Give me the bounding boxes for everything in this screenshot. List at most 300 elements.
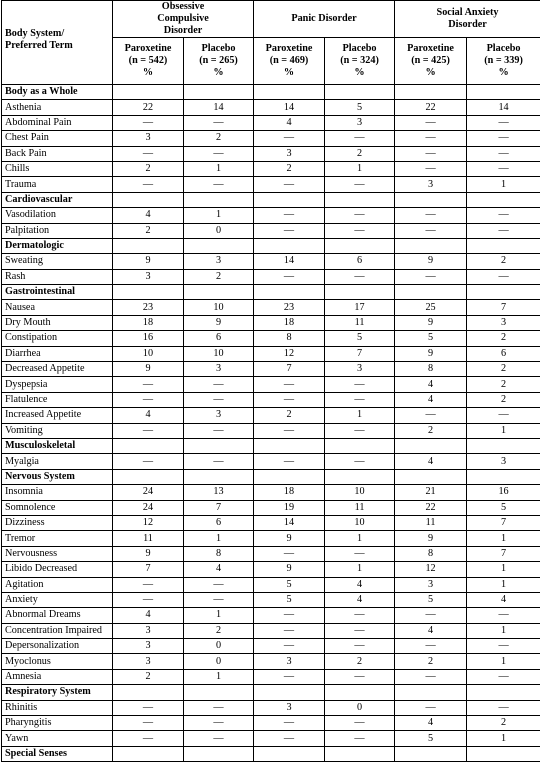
value-cell: — [467,700,540,715]
table-row [2,700,540,715]
value-cell: 14 [467,100,540,115]
value-cell: — [254,223,325,238]
value-cell: 16 [467,485,540,500]
empty-cell [113,438,184,453]
empty-cell [467,469,540,484]
value-cell: 12 [395,562,467,577]
preferred-term: Vasodilation [2,208,113,223]
value-cell: 3 [184,254,254,269]
value-cell: 7 [113,562,184,577]
value-cell: — [325,377,395,392]
value-cell: — [467,408,540,423]
preferred-term: Rhinitis [2,700,113,715]
value-cell: 2 [395,654,467,669]
value-cell: — [113,177,184,192]
table-row [2,608,540,623]
empty-cell [254,469,325,484]
value-cell: — [184,577,254,592]
empty-cell [113,192,184,207]
preferred-term: Chest Pain [2,131,113,146]
value-cell: 2 [113,223,184,238]
value-cell: 0 [184,654,254,669]
value-cell: 11 [395,515,467,530]
value-cell: 18 [254,315,325,330]
value-cell: 9 [395,346,467,361]
value-cell: 3 [113,269,184,284]
value-cell: 3 [254,654,325,669]
value-cell: — [325,392,395,407]
preferred-term: Diarrhea [2,346,113,361]
value-cell: 3 [113,131,184,146]
value-cell: 10 [325,485,395,500]
preferred-term: Rash [2,269,113,284]
value-cell: 21 [395,485,467,500]
value-cell: — [395,669,467,684]
value-cell: — [254,608,325,623]
table-row [2,115,540,130]
value-cell: — [254,269,325,284]
value-cell: 1 [325,562,395,577]
empty-cell [184,438,254,453]
value-cell: — [254,377,325,392]
value-cell: 1 [184,208,254,223]
value-cell: — [395,115,467,130]
value-cell: 2 [395,423,467,438]
empty-cell [467,285,540,300]
value-cell: 1 [325,408,395,423]
empty-cell [184,85,254,100]
value-cell: 3 [254,146,325,161]
value-cell: 3 [395,177,467,192]
value-cell: 1 [467,623,540,638]
value-cell: 23 [254,300,325,315]
preferred-term: Abdominal Pain [2,115,113,130]
value-cell: 4 [113,408,184,423]
value-cell: — [113,700,184,715]
value-cell: 5 [395,731,467,746]
value-cell: 4 [395,716,467,731]
preferred-term: Trauma [2,177,113,192]
empty-cell [325,192,395,207]
preferred-term: Asthenia [2,100,113,115]
empty-cell [325,685,395,700]
group-header-social-anxiety: Social Anxiety Disorder [395,1,540,38]
value-cell: — [467,161,540,176]
value-cell: — [184,700,254,715]
value-cell: 10 [184,300,254,315]
empty-cell [325,238,395,253]
value-cell: — [467,208,540,223]
value-cell: — [113,577,184,592]
value-cell: 8 [254,331,325,346]
empty-cell [254,238,325,253]
value-cell: 9 [395,531,467,546]
empty-cell [467,85,540,100]
value-cell: — [184,146,254,161]
empty-cell [395,469,467,484]
value-cell: 3 [467,315,540,330]
section-label: Respiratory System [2,685,113,700]
value-cell: 19 [254,500,325,515]
preferred-term: Anxiety [2,592,113,607]
empty-cell [254,192,325,207]
value-cell: 1 [184,161,254,176]
empty-cell [325,85,395,100]
preferred-term: Nervousness [2,546,113,561]
value-cell: — [254,546,325,561]
section-row [2,285,540,300]
empty-cell [254,685,325,700]
value-cell: 2 [113,669,184,684]
value-cell: 3 [325,115,395,130]
value-cell: — [113,392,184,407]
value-cell: 5 [325,331,395,346]
value-cell: 14 [254,515,325,530]
empty-cell [113,238,184,253]
value-cell: — [395,408,467,423]
value-cell: — [325,623,395,638]
value-cell: 3 [395,577,467,592]
value-cell: 2 [467,362,540,377]
value-cell: 17 [325,300,395,315]
preferred-term: Abnormal Dreams [2,608,113,623]
preferred-term: Sweating [2,254,113,269]
value-cell: 9 [113,254,184,269]
preferred-term: Chills [2,161,113,176]
empty-cell [254,285,325,300]
value-cell: 3 [184,362,254,377]
value-cell: — [254,208,325,223]
value-cell: 5 [395,592,467,607]
value-cell: — [254,177,325,192]
value-cell: 9 [395,315,467,330]
value-cell: 4 [395,454,467,469]
value-cell: — [395,700,467,715]
subheader-social-paroxetine: Paroxetine (n = 425) % [395,38,467,85]
value-cell: 4 [254,115,325,130]
value-cell: — [325,177,395,192]
table-row [2,423,540,438]
value-cell: 5 [395,331,467,346]
value-cell: 14 [184,100,254,115]
value-cell: 5 [467,500,540,515]
value-cell: — [325,546,395,561]
value-cell: 1 [467,423,540,438]
preferred-term: Libido Decreased [2,562,113,577]
value-cell: 11 [113,531,184,546]
empty-cell [254,746,325,761]
value-cell: — [467,269,540,284]
value-cell: 7 [254,362,325,377]
group-header-panic: Panic Disorder [254,1,395,38]
value-cell: 6 [184,515,254,530]
table-row [2,392,540,407]
empty-cell [325,438,395,453]
value-cell: 2 [184,623,254,638]
value-cell: 7 [184,500,254,515]
value-cell: 2 [254,408,325,423]
preferred-term: Myoclonus [2,654,113,669]
value-cell: 1 [325,161,395,176]
empty-cell [325,746,395,761]
value-cell: — [254,131,325,146]
value-cell: — [254,623,325,638]
empty-cell [467,192,540,207]
value-cell: — [254,731,325,746]
table-row [2,485,540,500]
empty-cell [254,438,325,453]
section-row [2,238,540,253]
value-cell: 9 [254,562,325,577]
section-label: Dermatologic [2,238,113,253]
empty-cell [395,685,467,700]
empty-cell [467,685,540,700]
empty-cell [395,285,467,300]
value-cell: 6 [184,331,254,346]
value-cell: 14 [254,100,325,115]
table-row [2,315,540,330]
value-cell: — [325,269,395,284]
empty-cell [113,85,184,100]
value-cell: 3 [467,454,540,469]
value-cell: 2 [467,254,540,269]
value-cell: — [254,639,325,654]
empty-cell [184,685,254,700]
value-cell: 5 [254,577,325,592]
preferred-term: Nausea [2,300,113,315]
value-cell: 2 [467,331,540,346]
preferred-term: Insomnia [2,485,113,500]
value-cell: 3 [113,639,184,654]
value-cell: — [325,131,395,146]
empty-cell [184,746,254,761]
table-row [2,531,540,546]
value-cell: 8 [395,362,467,377]
table-row [2,377,540,392]
value-cell: — [395,639,467,654]
table-row [2,300,540,315]
value-cell: — [325,223,395,238]
value-cell: — [467,608,540,623]
section-row [2,438,540,453]
value-cell: — [395,161,467,176]
section-label: Cardiovascular [2,192,113,207]
value-cell: — [113,377,184,392]
value-cell: 9 [184,315,254,330]
section-row [2,746,540,761]
section-label: Body as a Whole [2,85,113,100]
preferred-term: Somnolence [2,500,113,515]
preferred-term: Myalgia [2,454,113,469]
table-row [2,454,540,469]
value-cell: 23 [113,300,184,315]
value-cell: 7 [467,546,540,561]
preferred-term: Pharyngitis [2,716,113,731]
table-row [2,623,540,638]
value-cell: 9 [113,546,184,561]
value-cell: 4 [395,623,467,638]
value-cell: 10 [325,515,395,530]
value-cell: 25 [395,300,467,315]
value-cell: — [467,131,540,146]
subheader-panic-paroxetine: Paroxetine (n = 469) % [254,38,325,85]
table-header [2,1,540,85]
value-cell: — [467,146,540,161]
preferred-term: Dry Mouth [2,315,113,330]
empty-cell [325,285,395,300]
value-cell: 1 [467,562,540,577]
value-cell: 7 [325,346,395,361]
table-row [2,716,540,731]
value-cell: 2 [467,716,540,731]
value-cell: — [325,669,395,684]
value-cell: 12 [254,346,325,361]
table-row [2,515,540,530]
value-cell: 1 [467,731,540,746]
value-cell: — [254,392,325,407]
section-label: Nervous System [2,469,113,484]
value-cell: 3 [254,700,325,715]
empty-cell [113,685,184,700]
value-cell: 16 [113,331,184,346]
value-cell: — [325,608,395,623]
value-cell: — [467,223,540,238]
section-row [2,192,540,207]
section-label: Musculoskeletal [2,438,113,453]
value-cell: 6 [325,254,395,269]
value-cell: 2 [254,161,325,176]
value-cell: 8 [395,546,467,561]
value-cell: — [254,454,325,469]
value-cell: — [184,177,254,192]
section-row [2,685,540,700]
value-cell: 11 [325,315,395,330]
empty-cell [467,438,540,453]
preferred-term: Decreased Appetite [2,362,113,377]
value-cell: 2 [467,377,540,392]
value-cell: — [184,377,254,392]
value-cell: — [395,208,467,223]
preferred-term: Palpitation [2,223,113,238]
table-row [2,161,540,176]
section-label: Special Senses [2,746,113,761]
value-cell: — [254,423,325,438]
value-cell: — [184,716,254,731]
empty-cell [184,192,254,207]
table-row [2,408,540,423]
value-cell: — [395,608,467,623]
value-cell: 1 [467,531,540,546]
section-label: Gastrointestinal [2,285,113,300]
section-row [2,85,540,100]
value-cell: 3 [113,623,184,638]
value-cell: 3 [113,654,184,669]
empty-cell [395,238,467,253]
empty-cell [184,285,254,300]
value-cell: 4 [395,377,467,392]
value-cell: 6 [467,346,540,361]
table-body [2,85,540,762]
value-cell: — [113,592,184,607]
value-cell: — [325,208,395,223]
preferred-term: Flatulence [2,392,113,407]
empty-cell [395,438,467,453]
subheader-panic-placebo: Placebo (n = 324) % [325,38,395,85]
value-cell: — [184,115,254,130]
value-cell: 18 [254,485,325,500]
subheader-ocd-paroxetine: Paroxetine (n = 542) % [113,38,184,85]
table-row [2,331,540,346]
value-cell: 4 [113,608,184,623]
value-cell: 0 [184,223,254,238]
value-cell: 4 [325,577,395,592]
adverse-events-table [1,0,540,762]
value-cell: 2 [184,131,254,146]
empty-cell [325,469,395,484]
value-cell: — [254,669,325,684]
value-cell: 18 [113,315,184,330]
value-cell: — [184,423,254,438]
value-cell: 0 [184,639,254,654]
preferred-term: Dyspepsia [2,377,113,392]
empty-cell [113,285,184,300]
table-row [2,592,540,607]
value-cell: 7 [467,515,540,530]
empty-cell [395,85,467,100]
value-cell: — [325,639,395,654]
value-cell: 2 [325,146,395,161]
empty-cell [184,469,254,484]
value-cell: — [184,454,254,469]
preferred-term: Yawn [2,731,113,746]
table-row [2,346,540,361]
value-cell: — [113,115,184,130]
table-row [2,731,540,746]
value-cell: — [113,716,184,731]
subheader-ocd-placebo: Placebo (n = 265) % [184,38,254,85]
body-system-header: Body System/ Preferred Term [2,1,113,85]
empty-cell [113,746,184,761]
value-cell: 1 [184,608,254,623]
value-cell: 4 [467,592,540,607]
value-cell: — [325,716,395,731]
value-cell: — [395,269,467,284]
section-row [2,469,540,484]
table-row [2,223,540,238]
value-cell: 4 [395,392,467,407]
value-cell: 10 [113,346,184,361]
value-cell: 8 [184,546,254,561]
value-cell: — [184,592,254,607]
value-cell: 9 [113,362,184,377]
value-cell: 2 [184,269,254,284]
empty-cell [395,746,467,761]
value-cell: — [467,115,540,130]
table-row [2,254,540,269]
table-row [2,639,540,654]
value-cell: 2 [325,654,395,669]
table-row [2,208,540,223]
value-cell: 22 [395,500,467,515]
table-row [2,669,540,684]
value-cell: 1 [184,669,254,684]
value-cell: — [113,731,184,746]
empty-cell [467,746,540,761]
value-cell: 24 [113,485,184,500]
empty-cell [184,238,254,253]
value-cell: — [325,731,395,746]
value-cell: — [467,669,540,684]
